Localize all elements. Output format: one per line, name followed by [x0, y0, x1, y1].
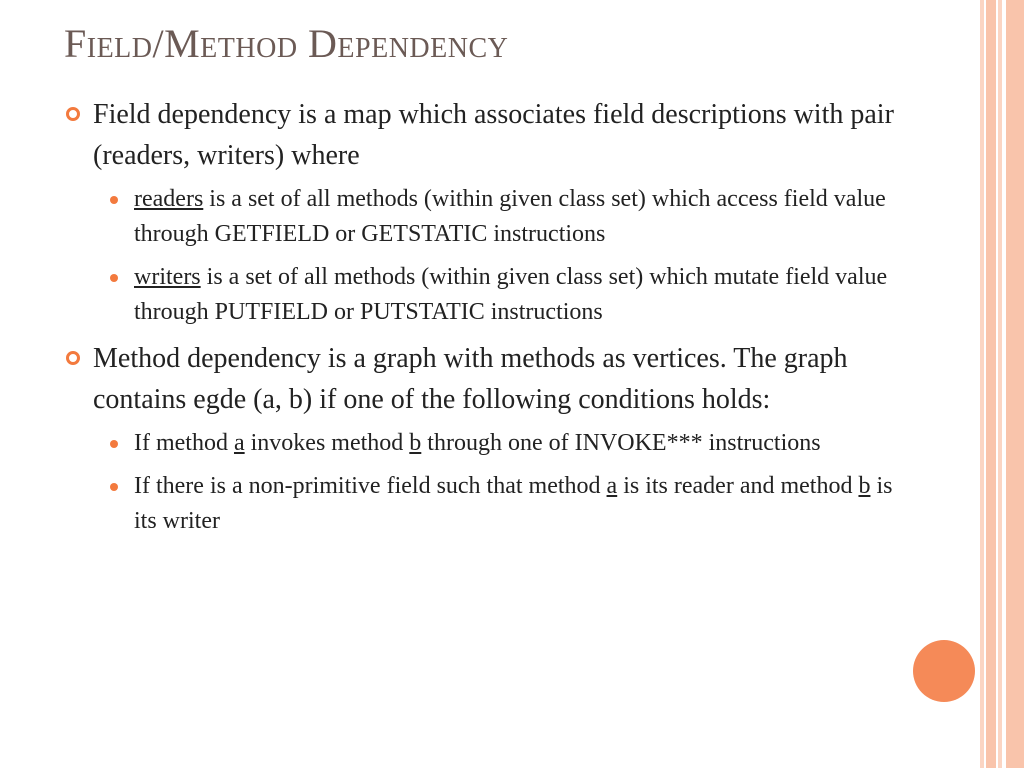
sub-bullet-readers	[64, 182, 894, 252]
term-writers: writers	[134, 264, 201, 290]
bullet-field-dependency	[64, 94, 894, 176]
orange-dot-bullet-icon	[110, 196, 118, 204]
orange-dot-bullet-icon	[110, 483, 118, 491]
orange-dot-bullet-icon	[110, 440, 118, 448]
sub-bullet-text: through one of INVOKE*** instructions	[421, 430, 821, 456]
decorative-circle	[913, 640, 975, 702]
border-stripe	[998, 0, 1002, 768]
orange-ring-bullet-icon	[66, 351, 80, 365]
bullet-method-dependency	[64, 338, 894, 420]
sub-bullet-invoke	[64, 426, 894, 461]
sub-bullet-text: is its writer	[134, 473, 893, 534]
term-readers: readers	[134, 186, 204, 212]
slide-title: Field/Method Dependency	[64, 21, 509, 66]
sub-bullet-writers	[64, 260, 894, 330]
sub-bullet-text: invokes method	[244, 430, 410, 456]
border-stripe	[980, 0, 984, 768]
var-b: b	[858, 473, 871, 499]
sub-bullet-text: is a set of all methods (within given class set) which mutate field value through PUTFIELD or PUTSTATIC instructions	[134, 264, 888, 325]
sub-bullet-text: is a set of all methods (within given class set) which access field value through GETFIELD or GETSTATIC instructions	[134, 186, 886, 247]
sub-bullet-field	[64, 469, 894, 539]
bullet-text: Field dependency is a map which associates field descriptions with pair (readers, writers) where	[93, 99, 894, 171]
sub-bullet-text: If there is a non-primitive field such that method	[134, 473, 607, 499]
sub-bullet-text: is its reader and method	[617, 473, 859, 499]
orange-ring-bullet-icon	[66, 107, 80, 121]
var-a: a	[606, 473, 618, 499]
bullet-text: Method dependency is a graph with methods as vertices. The graph contains egde (a, b) if one of the following conditions holds:	[93, 343, 848, 415]
var-b: b	[409, 430, 422, 456]
border-stripe	[986, 0, 996, 768]
sub-bullet-text: If method	[134, 430, 234, 456]
slide-body	[64, 94, 894, 547]
border-stripe	[1006, 0, 1024, 768]
var-a: a	[233, 430, 245, 456]
orange-dot-bullet-icon	[110, 274, 118, 282]
